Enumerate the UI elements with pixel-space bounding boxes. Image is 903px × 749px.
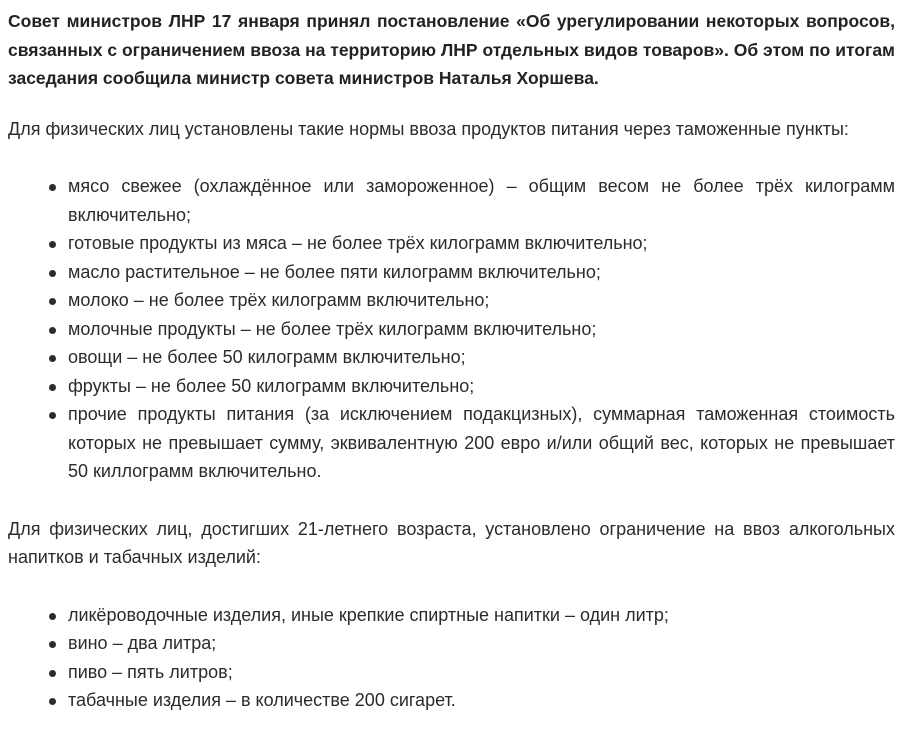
list-item xyxy=(68,629,895,658)
list-item xyxy=(68,286,895,315)
alcohol-intro: Для физических лиц, достигших 21-летнего возраста, установлено ограничение на ввоз алкогольных напитков и табачных изделий: xyxy=(8,518,895,567)
bullet-icon xyxy=(49,355,56,362)
list-item-text: прочие продукты питания (за исключением подакцизных), суммарная таможенная стоимость которых не превышает сумму, эквивалентную 200 евро и/или общий вес, которых не превышает 50 киллограмм включительно. xyxy=(68,404,895,481)
list-item xyxy=(68,658,895,687)
list-item-text: табачные изделия – в количестве 200 сигарет. xyxy=(68,690,456,710)
bullet-icon xyxy=(49,270,56,277)
list-item xyxy=(68,372,895,401)
list-item-text: молоко – не более трёх килограмм включительно; xyxy=(68,290,490,310)
alcohol-list xyxy=(8,601,895,715)
list-item xyxy=(68,172,895,229)
list-item xyxy=(68,601,895,630)
list-item xyxy=(68,343,895,372)
list-item-text: фрукты – не более 50 килограмм включительно; xyxy=(68,375,475,396)
list-item xyxy=(68,686,895,715)
list-item-text: овощи – не более 50 килограмм включительно; xyxy=(68,347,466,367)
list-item-text: пиво – пять литров; xyxy=(68,661,233,682)
list-item-text: мясо свежее (охлаждённое или замороженное) – общим весом не более трёх килограмм включительно; xyxy=(68,176,895,225)
bullet-icon xyxy=(49,241,56,248)
bullet-icon xyxy=(49,327,56,334)
list-item-text: вино – два литра; xyxy=(68,633,217,653)
bullet-icon xyxy=(49,698,56,705)
food-intro: Для физических лиц установлены такие нормы ввоза продуктов питания через таможенные пункты: xyxy=(8,118,849,139)
list-item xyxy=(68,258,895,287)
list-item-text: масло растительное – не более пяти килограмм включительно; xyxy=(68,261,601,282)
list-item-text: молочные продукты – не более трёх килограмм включительно; xyxy=(68,318,597,339)
list-item-text: готовые продукты из мяса – не более трёх килограмм включительно; xyxy=(68,233,648,253)
list-item-text: ликёроводочные изделия, иные крепкие спиртные напитки – один литр; xyxy=(68,604,669,625)
list-item xyxy=(68,315,895,344)
bullet-icon xyxy=(49,384,56,391)
bullet-icon xyxy=(49,412,56,419)
bullet-icon xyxy=(49,613,56,620)
food-list xyxy=(8,172,895,486)
bullet-icon xyxy=(49,298,56,305)
bullet-icon xyxy=(49,184,56,191)
bullet-icon xyxy=(49,670,56,677)
lead-paragraph: Совет министров ЛНР 17 января принял постановление «Об урегулировании некоторых вопросов, связанных с ограничением ввоза на территорию ЛНР отдельных видов товаров». Об этом по итогам заседания сообщила министр совета министров Наталья Хоршева. xyxy=(8,11,895,88)
bullet-icon xyxy=(49,641,56,648)
list-item xyxy=(68,400,895,486)
list-item xyxy=(68,229,895,258)
